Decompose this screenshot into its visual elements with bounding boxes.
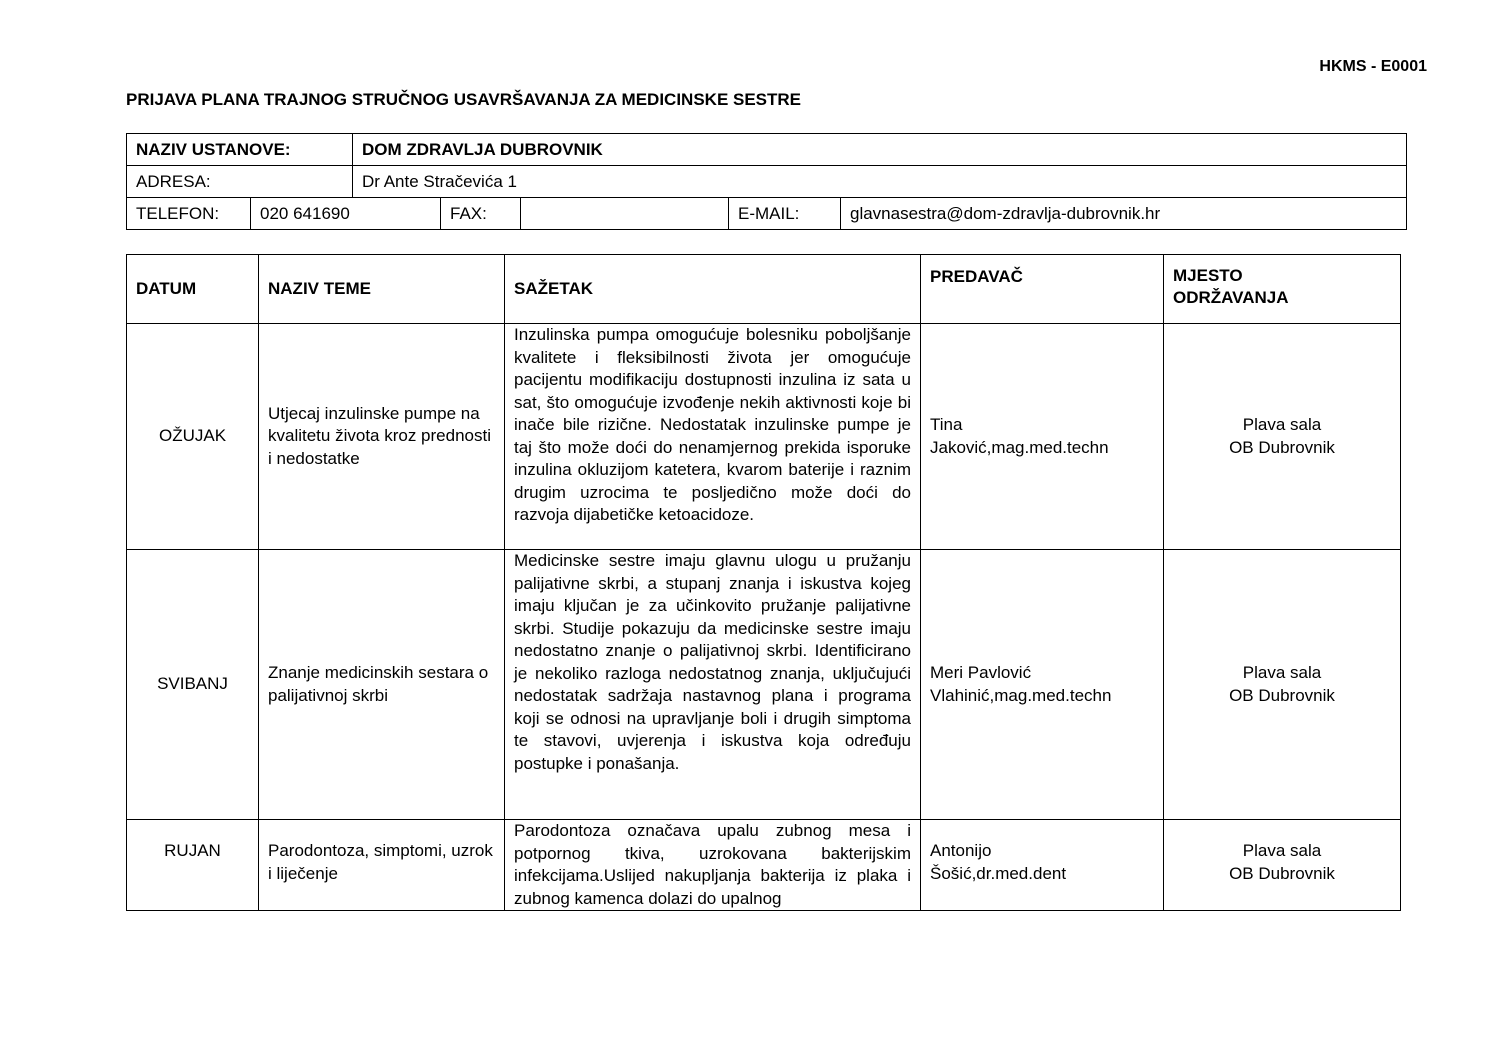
lecturer-line1: Tina <box>930 415 963 434</box>
header-place <box>1164 255 1401 324</box>
phone-value: 020 641690 <box>251 198 441 229</box>
document-title: PRIJAVA PLANA TRAJNOG STRUČNOG USAVRŠAVANJA ZA MEDICINSKE SESTRE <box>126 90 802 109</box>
row-date: RUJAN <box>127 820 259 911</box>
institution-info-table <box>126 133 1407 230</box>
education-plan-table <box>126 254 1401 911</box>
phone-label: TELEFON: <box>127 198 251 229</box>
summary-text: Parodontoza označava upalu zubnog mesa i potpornog tkiva, uzrokovana bakterijskim infekcijama.Uslijed nakupljanja bakterija iz plaka i zubnog kamenca dolazi do upalnog <box>514 821 911 908</box>
header-topic: NAZIV TEME <box>259 255 505 324</box>
header-summary: SAŽETAK <box>505 255 921 324</box>
table-header-row <box>127 255 1401 324</box>
place-line2: OB Dubrovnik <box>1229 863 1335 883</box>
place-line1: Plava sala <box>1242 663 1322 682</box>
row-topic: Utjecaj inzulinske pumpe na kvalitetu života kroz prednosti i nedostatke <box>259 324 505 550</box>
institution-address-row <box>127 166 1406 198</box>
row-lecturer <box>921 820 1164 911</box>
row-summary: Medicinske sestre imaju glavnu ulogu u pružanju palijativne skrbi, a stupanj znanja i iskustva kojeg imaju ključan je za učinkovito pružanje palijativne skrbi. Studije pokazuju da medicinske sestre imaju nedostatno znanje o palijativnoj skrbi. Identificirano je nekoliko razloga nedostatnog znanja, uključujući nedostatak sadržaja nastavnog plana i programa koji se odnosi na upravljanje boli i drugih simptoma te stavovi, uvjerenja i iskustva koja određuju postupke i ponašanja. <box>505 550 921 820</box>
row-lecturer <box>921 550 1164 820</box>
fax-value <box>521 198 729 229</box>
row-date: SVIBANJ <box>127 550 259 820</box>
row-summary <box>505 820 921 911</box>
lecturer-line2: Šošić,dr.med.dent <box>930 863 1067 883</box>
lecturer-line1: Antonijo <box>930 841 992 860</box>
header-lecturer: PREDAVAČ <box>921 255 1164 324</box>
lecturer-line2: Jaković,mag.med.techn <box>930 437 1109 457</box>
header-place-line2: ODRŽAVANJA <box>1173 288 1289 307</box>
place-line1: Plava sala <box>1242 415 1322 434</box>
row-date: OŽUJAK <box>127 324 259 550</box>
document-code: HKMS - E0001 <box>1319 58 1427 75</box>
table-row <box>127 324 1401 550</box>
row-summary: Inzulinska pumpa omogućuje bolesniku poboljšanje kvalitete i fleksibilnosti života jer omogućuje pacijentu modifikaciju dostupnosti inzulina iz sata u sat, što omogućuje izvođenje nekih aktivnosti koje bi inače bile rizične. Nedostatak inzulinske pumpe je taj što može doći do nenamjernog prekida isporuke inzulina okluzijom katetera, kvarom baterije i raznim drugim uzrocima te posljedično može doći do razvoja dijabetičke ketoacidoze. <box>505 324 921 550</box>
place-line2: OB Dubrovnik <box>1229 437 1335 457</box>
place-line1: Plava sala <box>1242 841 1322 860</box>
email-value: glavnasestra@dom-zdravlja-dubrovnik.hr <box>850 203 1161 223</box>
institution-name-value: DOM ZDRAVLJA DUBROVNIK <box>362 139 603 159</box>
row-place <box>1164 324 1401 550</box>
institution-name-row <box>127 134 1406 166</box>
table-row <box>127 820 1401 911</box>
institution-contact-row <box>127 198 1406 229</box>
email-label: E-MAIL: <box>729 198 841 229</box>
header-date: DATUM <box>127 255 259 324</box>
address-label: ADRESA: <box>127 166 353 197</box>
institution-name-label: NAZIV USTANOVE: <box>127 134 353 165</box>
row-lecturer <box>921 324 1164 550</box>
header-place-line1: MJESTO <box>1173 266 1243 285</box>
lecturer-line2: Vlahinić,mag.med.techn <box>930 685 1112 705</box>
address-value: Dr Ante Stračevića 1 <box>362 171 517 191</box>
row-topic: Znanje medicinskih sestara o palijativnoj skrbi <box>259 550 505 820</box>
table-row <box>127 550 1401 820</box>
lecturer-line1: Meri Pavlović <box>930 663 1032 682</box>
row-place <box>1164 820 1401 911</box>
row-place <box>1164 550 1401 820</box>
row-topic: Parodontoza, simptomi, uzrok i liječenje <box>259 820 505 911</box>
place-line2: OB Dubrovnik <box>1229 685 1335 705</box>
fax-label: FAX: <box>441 198 521 229</box>
